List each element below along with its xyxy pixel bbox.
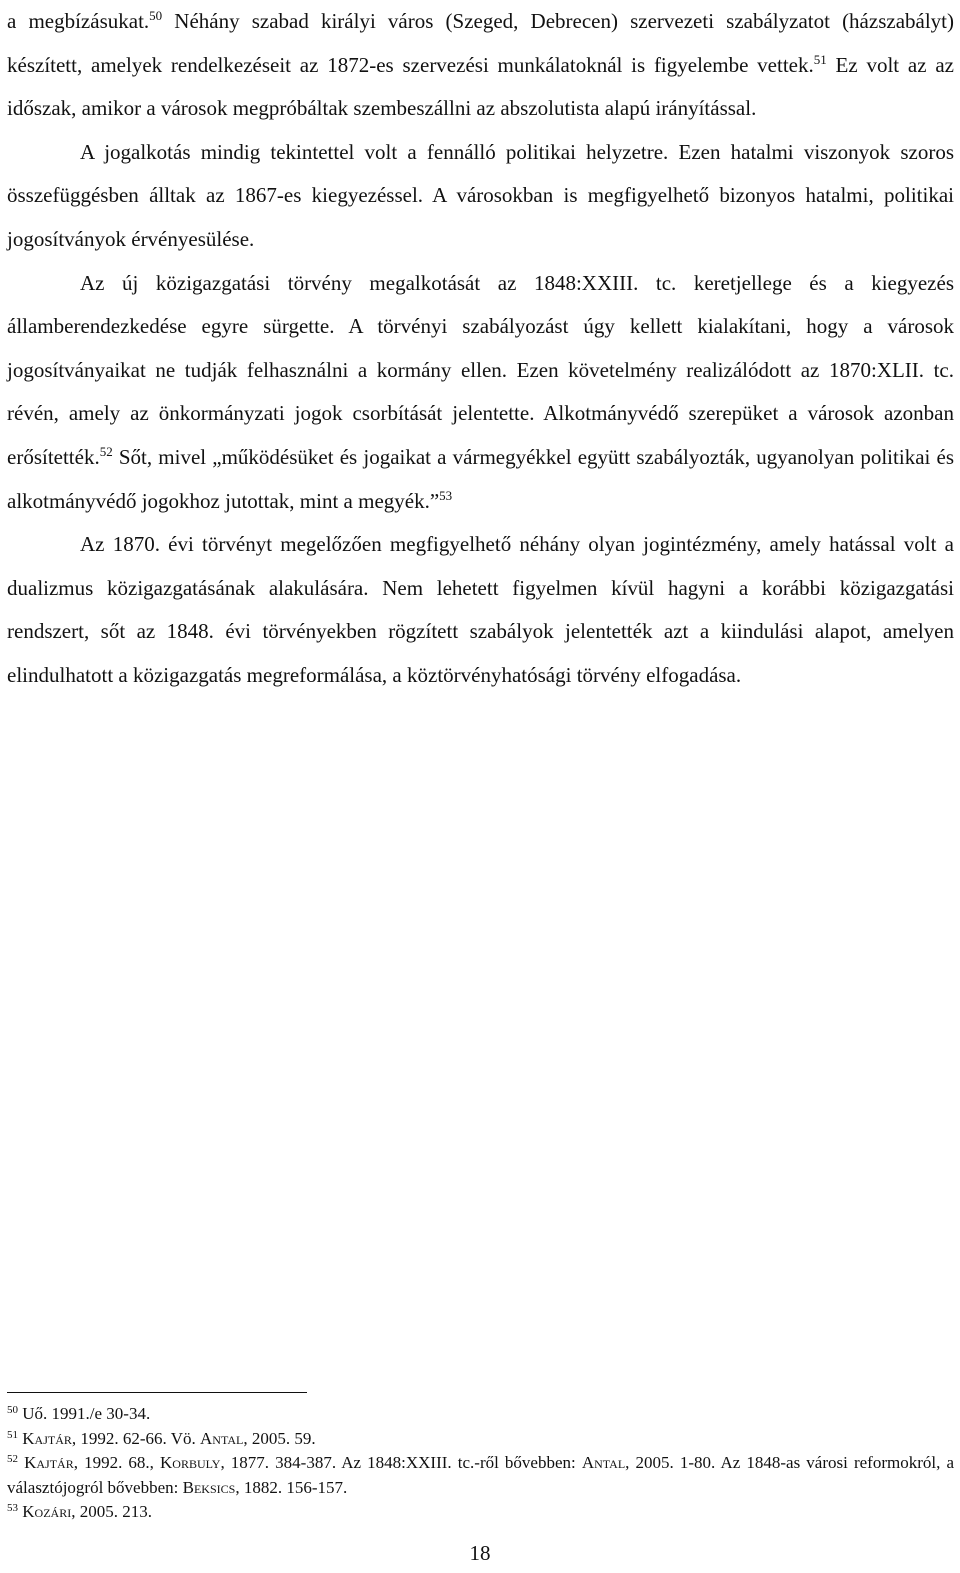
footnote-text: , 2005. 213. [71,1502,152,1521]
author-name: Kozári [18,1502,72,1521]
footnote-text: , 1992. 62-66. Vö. [71,1428,201,1448]
author-name: Kajtár [18,1428,72,1448]
text-run: Néhány szabad királyi város (Szeged, Debrecen) szervezeti szabályzatot (házszabályt) készített, amelyek rendelkezéseit az 1872-es szervezési munkálatoknál is figyelembe vettek. [7,9,954,77]
footnote-53 [7,1500,954,1525]
text-run: Ez volt az az időszak, amikor a városok megpróbáltak szembeszállni az abszolutista alapú irányítással. [7,52,954,121]
paragraph-1870-law: Az 1870. évi törvényt megelőzően megfigyelhető néhány olyan jogintézmény, amely hatással volt a dualizmus közigazgatásának alakulására. Nem lehetett figyelmen kívül hagyni a korábbi közigazgatási rendszert, sőt az 1848. évi törvényekben rögzített szabályok jelentették azt a kiindulási alapot, amelyen elindulhatott a közigazgatás megreformálása, a köztörvényhatósági törvény elfogadása. [7,532,954,687]
paragraph-continuation [7,0,954,131]
footnotes [7,1402,954,1525]
paragraph-new-law [7,262,954,524]
footnote-number: 51 [7,1428,18,1441]
footnote-ref-52[interactable]: 52 [99,443,113,459]
footnote-text: , 2005. 59. [243,1428,316,1448]
footnote-50 [7,1402,954,1427]
text-run: Az új közigazgatási törvény megalkotását az 1848:XXIII. tc. keretjellege és a kiegyezés államberendezkedése egyre sürgette. A törvényi szabályozást úgy kellett kialakítani, hogy a városok jogosítványaikat ne tudják felhasználni a kormány ellen. Ezen követelmény realizálódott az 1870:XLII. tc. révén, amely az önkormányzati jogok csorbítását jelentette. Alkotmányvédő szerepüket a városok azonban erősítették. [7,270,954,469]
footnote-ref-50[interactable]: 50 [149,8,163,23]
page-number: 18 [469,1541,491,1565]
footnote-text: Uő. 1991./e 30-34. [18,1404,151,1423]
footnote-text: , 2005. 1-80. Az 1848-as városi reformokról, a választójogról bővebben: [7,1453,954,1497]
footnote-ref-51[interactable]: 51 [813,51,827,67]
footnote-number: 50 [7,1404,18,1416]
main-text [7,0,954,698]
text-run: Sőt, mivel „működésüket és jogaikat a vármegyékkel együtt szabályozták, ugyanolyan politikai és alkotmányvédő jogokhoz jutottak, mint a megyék.” [7,444,954,513]
footnote-51 [7,1427,954,1452]
footnote-number: 52 [7,1453,18,1465]
footnote-text: , 1882. 156-157. [235,1477,348,1497]
footnote-text: , 1877. 384-387. Az 1848:XXIII. tc.-ről bővebben: [220,1453,582,1472]
footnote-separator [7,1392,307,1393]
footnote-number: 53 [7,1502,18,1514]
author-name: Kajtár [18,1453,74,1472]
author-name: Antal [200,1428,244,1448]
footnote-text: , 1992. 68., [73,1453,161,1472]
paragraph-politics: A jogalkotás mindig tekintettel volt a fennálló politikai helyzetre. Ezen hatalmi viszonyok szoros összefüggésben álltak az 1867-es kiegyezéssel. A városokban is megfigyelhető bizonyos hatalmi, politikai jogosítványok érvényesülése. [7,139,954,251]
text-run: a megbízásukat. [7,9,150,33]
author-name: Korbuly [160,1453,221,1472]
author-name: Antal [581,1453,626,1472]
author-name: Beksics [182,1477,236,1497]
footnote-ref-53[interactable]: 53 [439,487,453,503]
footnote-52 [7,1451,954,1500]
